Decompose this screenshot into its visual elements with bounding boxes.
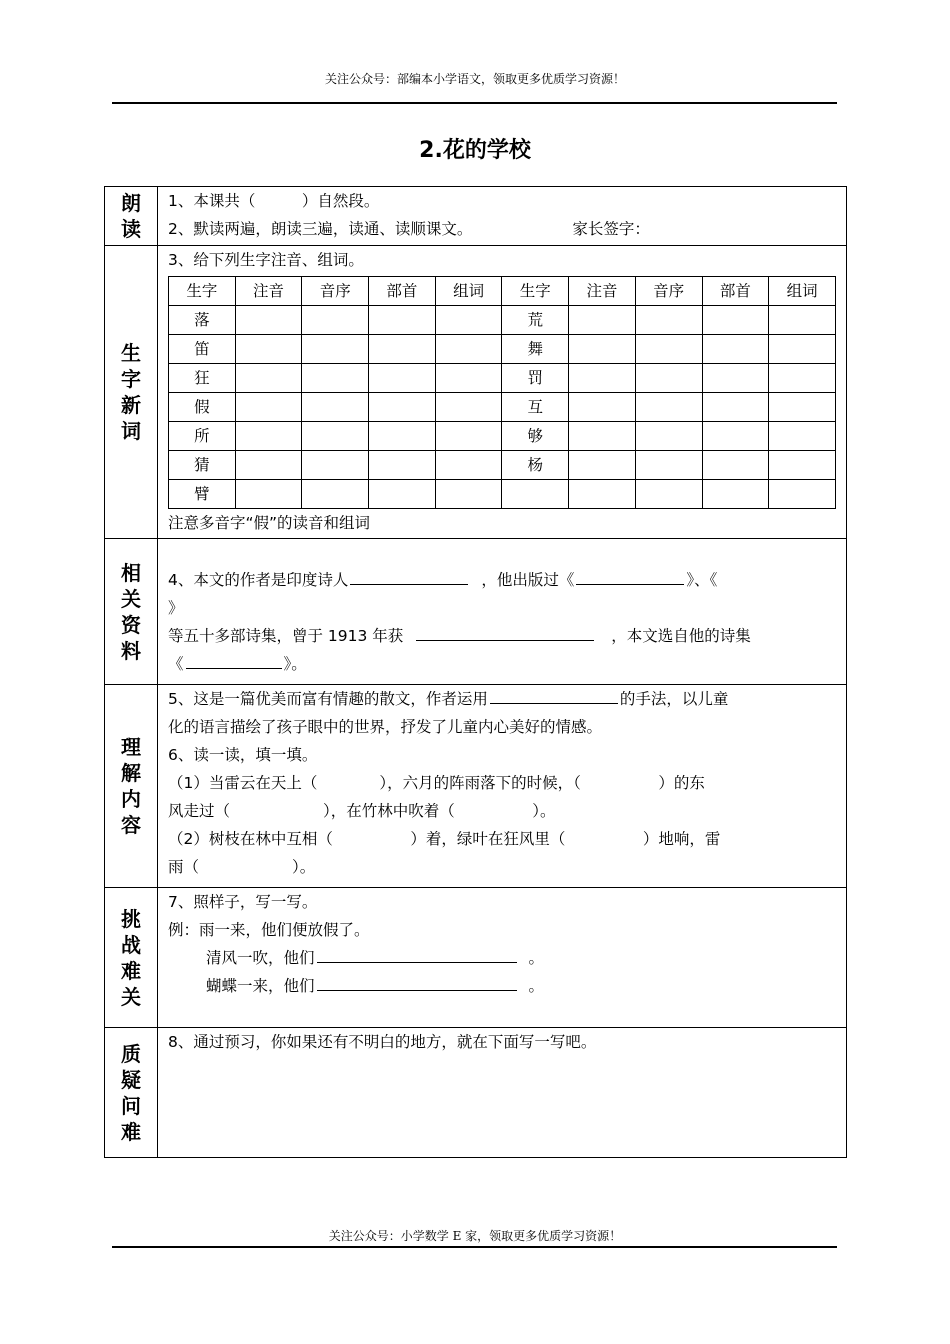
collection-blank[interactable]	[186, 652, 282, 669]
character-row	[169, 335, 836, 364]
answer-cell[interactable]	[369, 480, 436, 509]
character-cell: 舞	[502, 335, 569, 364]
section-label-langdu: 朗 读	[105, 187, 158, 246]
answer-cell[interactable]	[302, 364, 369, 393]
answer-cell[interactable]	[235, 364, 302, 393]
answer-cell[interactable]	[702, 480, 769, 509]
answer-cell[interactable]	[769, 480, 836, 509]
question-6-1-line-2: 风走过（ ），在竹林中吹着（ ）。	[168, 802, 556, 820]
section-label-ziliao: 相 关 资 料	[105, 539, 158, 685]
character-cell: 落	[169, 306, 236, 335]
answer-cell[interactable]	[369, 451, 436, 480]
question-6-2-line-2: 雨（ ）。	[168, 858, 316, 876]
question-6: 6、读一读，填一填。	[168, 746, 318, 764]
column-header: 音序	[635, 277, 702, 306]
question-5-line-1: 5、这是一篇优美而富有情趣的散文，作者运用 的手法，以儿童	[168, 685, 837, 713]
column-header: 部首	[369, 277, 436, 306]
parent-signature-label: 家长签字：	[572, 220, 650, 238]
answer-cell[interactable]	[302, 480, 369, 509]
book-blank-1[interactable]	[576, 568, 684, 585]
column-header: 音序	[302, 277, 369, 306]
character-row	[169, 451, 836, 480]
question-6-2-line-1: （2）树枝在林中互相（ ）着，绿叶在狂风里（ ）地响，雷	[168, 830, 721, 848]
character-row	[169, 364, 836, 393]
character-cell: 臂	[169, 480, 236, 509]
answer-cell[interactable]	[235, 422, 302, 451]
question-8: 8、通过预习，你如果还有不明白的地方，就在下面写一写吧。	[168, 1033, 597, 1051]
answer-cell[interactable]	[769, 335, 836, 364]
section-label-lijie: 理 解 内 容	[105, 685, 158, 888]
answer-cell[interactable]	[635, 393, 702, 422]
character-cell: 笛	[169, 335, 236, 364]
footer-divider	[112, 1246, 837, 1248]
answer-cell[interactable]	[702, 393, 769, 422]
answer-cell[interactable]	[635, 364, 702, 393]
character-cell: 互	[502, 393, 569, 422]
answer-cell[interactable]	[302, 306, 369, 335]
character-row	[169, 422, 836, 451]
question-5-line-2: 化的语言描绘了孩子眼中的世界，抒发了儿童内心美好的情感。	[168, 718, 603, 736]
answer-cell[interactable]	[769, 451, 836, 480]
answer-cell[interactable]	[435, 480, 502, 509]
answer-cell[interactable]	[369, 393, 436, 422]
answer-cell[interactable]	[235, 451, 302, 480]
character-cell: 够	[502, 422, 569, 451]
answer-cell[interactable]	[635, 306, 702, 335]
character-cell	[502, 480, 569, 509]
answer-cell[interactable]	[302, 422, 369, 451]
question-4-line-2: 》	[168, 599, 184, 617]
answer-cell[interactable]	[435, 393, 502, 422]
section-tiaozhan	[105, 888, 847, 1028]
answer-cell[interactable]	[635, 422, 702, 451]
practice-blank-2[interactable]	[317, 974, 517, 991]
footer-note: 关注公众号：小学数学 E 家，领取更多优质学习资源！	[328, 1229, 622, 1243]
example-sentence: 例：雨一来，他们便放假了。	[168, 921, 370, 939]
answer-cell[interactable]	[302, 393, 369, 422]
answer-cell[interactable]	[369, 335, 436, 364]
worksheet-table	[104, 186, 847, 1158]
section-label-zhiyi: 质 疑 问 难	[105, 1028, 158, 1158]
technique-blank[interactable]	[490, 687, 618, 704]
column-header: 生字	[169, 277, 236, 306]
answer-cell[interactable]	[235, 480, 302, 509]
section-langdu	[105, 187, 847, 246]
question-2: 2、默读两遍，朗读三遍，读通、读顺课文。 家长签字：	[168, 220, 650, 238]
answer-cell[interactable]	[302, 451, 369, 480]
column-header: 注音	[569, 277, 636, 306]
answer-cell[interactable]	[702, 422, 769, 451]
column-header: 组词	[435, 277, 502, 306]
question-7: 7、照样子，写一写。	[168, 893, 318, 911]
answer-cell[interactable]	[702, 451, 769, 480]
award-blank[interactable]	[416, 624, 594, 641]
answer-cell[interactable]	[369, 422, 436, 451]
polyphone-note: 注意多音字“假”的读音和组词	[168, 514, 371, 532]
character-cell: 荒	[502, 306, 569, 335]
answer-cell[interactable]	[235, 306, 302, 335]
character-cell: 所	[169, 422, 236, 451]
answer-cell[interactable]	[769, 422, 836, 451]
answer-cell[interactable]	[569, 393, 636, 422]
answer-cell[interactable]	[635, 480, 702, 509]
question-6-1-line-1: （1）当雷云在天上（ ），六月的阵雨落下的时候，（ ）的东	[168, 774, 705, 792]
answer-cell[interactable]	[569, 422, 636, 451]
answer-cell[interactable]	[569, 451, 636, 480]
page-title: 2.花的学校	[419, 138, 531, 163]
column-header: 部首	[702, 277, 769, 306]
practice-line-1: 清风一吹，他们 。	[168, 944, 837, 972]
practice-line-2: 蝴蝶一来，他们 。	[168, 972, 837, 1000]
question-4-line-3: 等五十多部诗集，曾于 1913 年获 ，本文选自他的诗集	[168, 622, 837, 650]
character-cell: 狂	[169, 364, 236, 393]
answer-cell[interactable]	[369, 364, 436, 393]
character-table	[168, 276, 836, 509]
character-cell: 假	[169, 393, 236, 422]
column-header: 生字	[502, 277, 569, 306]
answer-cell[interactable]	[435, 335, 502, 364]
answer-cell[interactable]	[435, 422, 502, 451]
character-table-header	[169, 277, 836, 306]
question-writing-area[interactable]	[168, 1056, 837, 1152]
answer-cell[interactable]	[635, 335, 702, 364]
question-1: 1、本课共（ ）自然段。	[168, 192, 380, 210]
answer-cell[interactable]	[369, 306, 436, 335]
section-label-tiaozhan: 挑 战 难 关	[105, 888, 158, 1028]
answer-cell[interactable]	[702, 306, 769, 335]
character-row	[169, 480, 836, 509]
answer-cell[interactable]	[702, 335, 769, 364]
answer-cell[interactable]	[569, 480, 636, 509]
answer-cell[interactable]	[235, 335, 302, 364]
column-header: 组词	[769, 277, 836, 306]
answer-cell[interactable]	[435, 306, 502, 335]
header-note: 关注公众号：部编本小学语文，领取更多优质学习资源！	[324, 72, 625, 86]
answer-cell[interactable]	[235, 393, 302, 422]
answer-cell[interactable]	[435, 364, 502, 393]
answer-cell[interactable]	[569, 306, 636, 335]
question-4-line-4: 《 》。	[168, 650, 837, 678]
answer-cell[interactable]	[569, 335, 636, 364]
answer-cell[interactable]	[635, 451, 702, 480]
character-row	[169, 393, 836, 422]
author-blank[interactable]	[350, 568, 468, 585]
section-label-shengzi: 生 字 新 词	[105, 246, 158, 539]
answer-cell[interactable]	[769, 306, 836, 335]
practice-blank-1[interactable]	[317, 946, 517, 963]
answer-cell[interactable]	[702, 364, 769, 393]
section-ziliao	[105, 539, 847, 685]
answer-cell[interactable]	[769, 393, 836, 422]
character-row	[169, 306, 836, 335]
character-cell: 罚	[502, 364, 569, 393]
character-cell: 猜	[169, 451, 236, 480]
answer-cell[interactable]	[769, 364, 836, 393]
section-lijie	[105, 685, 847, 888]
question-4-line-1: 4、本文的作者是印度诗人 ，他出版过《 》、《	[168, 566, 837, 594]
answer-cell[interactable]	[302, 335, 369, 364]
section-zhiyi	[105, 1028, 847, 1158]
column-header: 注音	[235, 277, 302, 306]
question-3: 3、给下列生字注音、组词。	[168, 251, 364, 269]
header-divider	[112, 102, 837, 104]
section-shengzi	[105, 246, 847, 539]
answer-cell[interactable]	[569, 364, 636, 393]
answer-cell[interactable]	[435, 451, 502, 480]
character-cell: 杨	[502, 451, 569, 480]
